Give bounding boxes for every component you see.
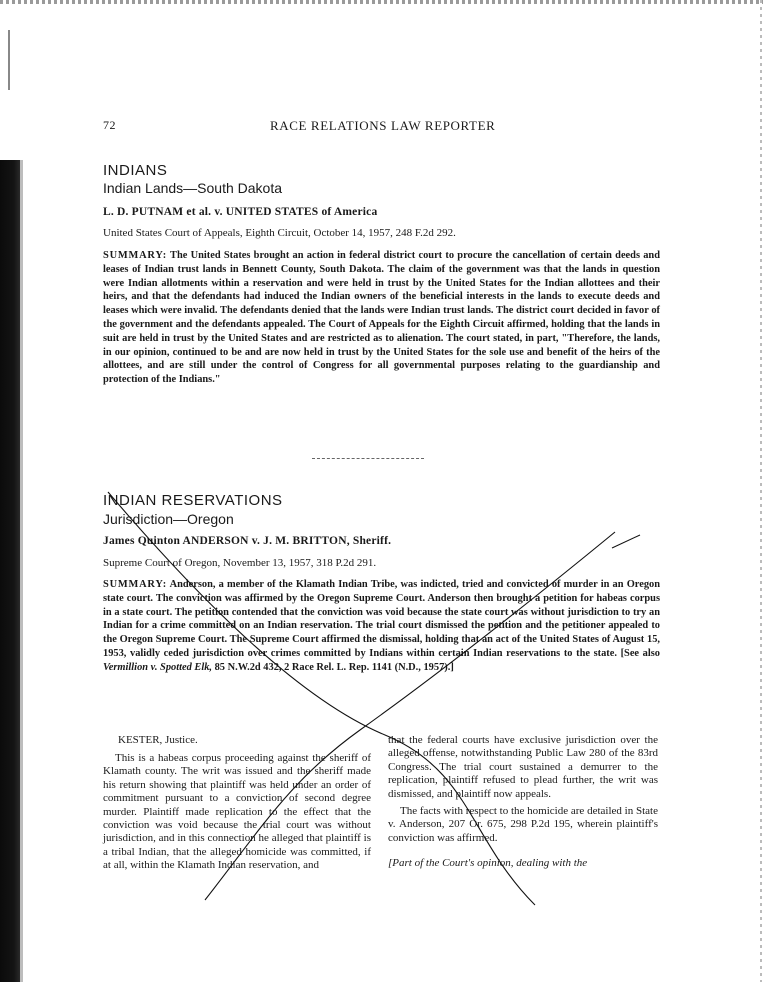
- summary-cite-rest: 85 N.W.2d 432, 2 Race Rel. L. Rep. 1141 (N.D., 1957).]: [212, 661, 454, 673]
- crossout-stroke: [205, 532, 615, 900]
- opinion-paragraph: The facts with respect to the homicide are detailed in State v. Anderson, 207 Or. 675, 298 P.2d 195, wherein plaintiff's conviction was affirmed.: [388, 805, 658, 844]
- summary-label: SUMMARY:: [103, 250, 167, 261]
- summary-cited-case: Vermillion v. Spotted Elk,: [103, 661, 213, 673]
- case-citation: United States Court of Appeals, Eighth Circuit, October 14, 1957, 248 F.2d 292.: [103, 227, 456, 239]
- case-name: L. D. PUTNAM et al. v. UNITED STATES of America: [103, 206, 378, 218]
- opinion-paragraph: that the federal courts have exclusive jurisdiction over the alleged offense, notwithstanding Public Law 280 of the 83rd Congress. The trial court sustained a demurrer to the replication, plaintiff refused to plead further, the writ was dismissed, and plaintiff now appeals.: [388, 734, 658, 800]
- closing-note: [Part of the Court's opinion, dealing with the: [388, 857, 588, 870]
- case-citation: Supreme Court of Oregon, November 13, 1957, 318 P.2d 291.: [103, 557, 377, 569]
- case-name: James Quinton ANDERSON v. J. M. BRITTON, Sheriff.: [103, 535, 392, 547]
- opinion-paragraph: This is a habeas corpus proceeding against the sheriff of Klamath county. The writ was issued and the sheriff made his return showing that plaintiff was held under an order of commitment pursuant to a conviction of second degree murder. Plaintiff made replication to the effect that the conviction was void because the trial court was without jurisdiction, and in this connection he alleged that plaintiff is a tribal Indian, that the alleged homicide was committed, if at all, within the Klamath Indian reservation, and: [103, 752, 371, 872]
- running-title: RACE RELATIONS LAW REPORTER: [270, 118, 496, 133]
- section-heading: INDIAN RESERVATIONS: [103, 492, 283, 509]
- summary-label: SUMMARY:: [103, 579, 167, 590]
- judge-name: KESTER, Justice.: [118, 734, 198, 746]
- summary-text: Anderson, a member of the Klamath Indian Tribe, was indicted, tried and convicted of murder in an Oregon state court. The conviction was affirmed by the Oregon Supreme Court. Anderson then brought a petition for habeas corpus in a state court. The petition contended that the conviction was void because the state court was without jurisdiction to try an Indian for a crime committed on an Indian reservation. The trial court dismissed the petition and the petitioner appealed to the Oregon Supreme Court. The Supreme Court affirmed the dismissal, holding that an act of the United States of August 15, 1953, validly ceded jurisdiction over crimes committed by Indians within certain Indian reservations to the state. [See also: [103, 579, 660, 659]
- section-heading: INDIANS: [103, 162, 168, 179]
- page-number: 72: [103, 118, 116, 132]
- section-subheading: Indian Lands—South Dakota: [103, 180, 283, 196]
- crossout-stroke: [612, 535, 640, 548]
- summary-text: The United States brought an action in federal district court to procure the cancellation of certain deeds and leases of Indian trust lands in Bennett County, South Dakota. The claim of the government was that the lands in question were Indian allotments within a reservation and were held in trust by the United States for the Indian allottees and their heirs, and that the defendants had induced the Indian owners of the beneficial interests in the lands to execute deeds and leases which were invalid. The defendants denied that the lands were Indian trust lands. The district court decided in favor of the government and the defendants appealed. The Court of Appeals for the Eighth Circuit affirmed, holding that the lands in suit are held in trust by the United States and are restricted as to alienation. The court stated, in part, "Therefore, the lands, in our opinion, continued to be and are now held in trust by the United States for the sole use and benefit of the heirs of the allottees, and are still under the control of Congress for all governmental purposes relating to the guardianship and protection of the Indians.": [103, 250, 660, 386]
- crossout-stroke: [108, 492, 535, 905]
- section-subheading: Jurisdiction—Oregon: [103, 511, 234, 527]
